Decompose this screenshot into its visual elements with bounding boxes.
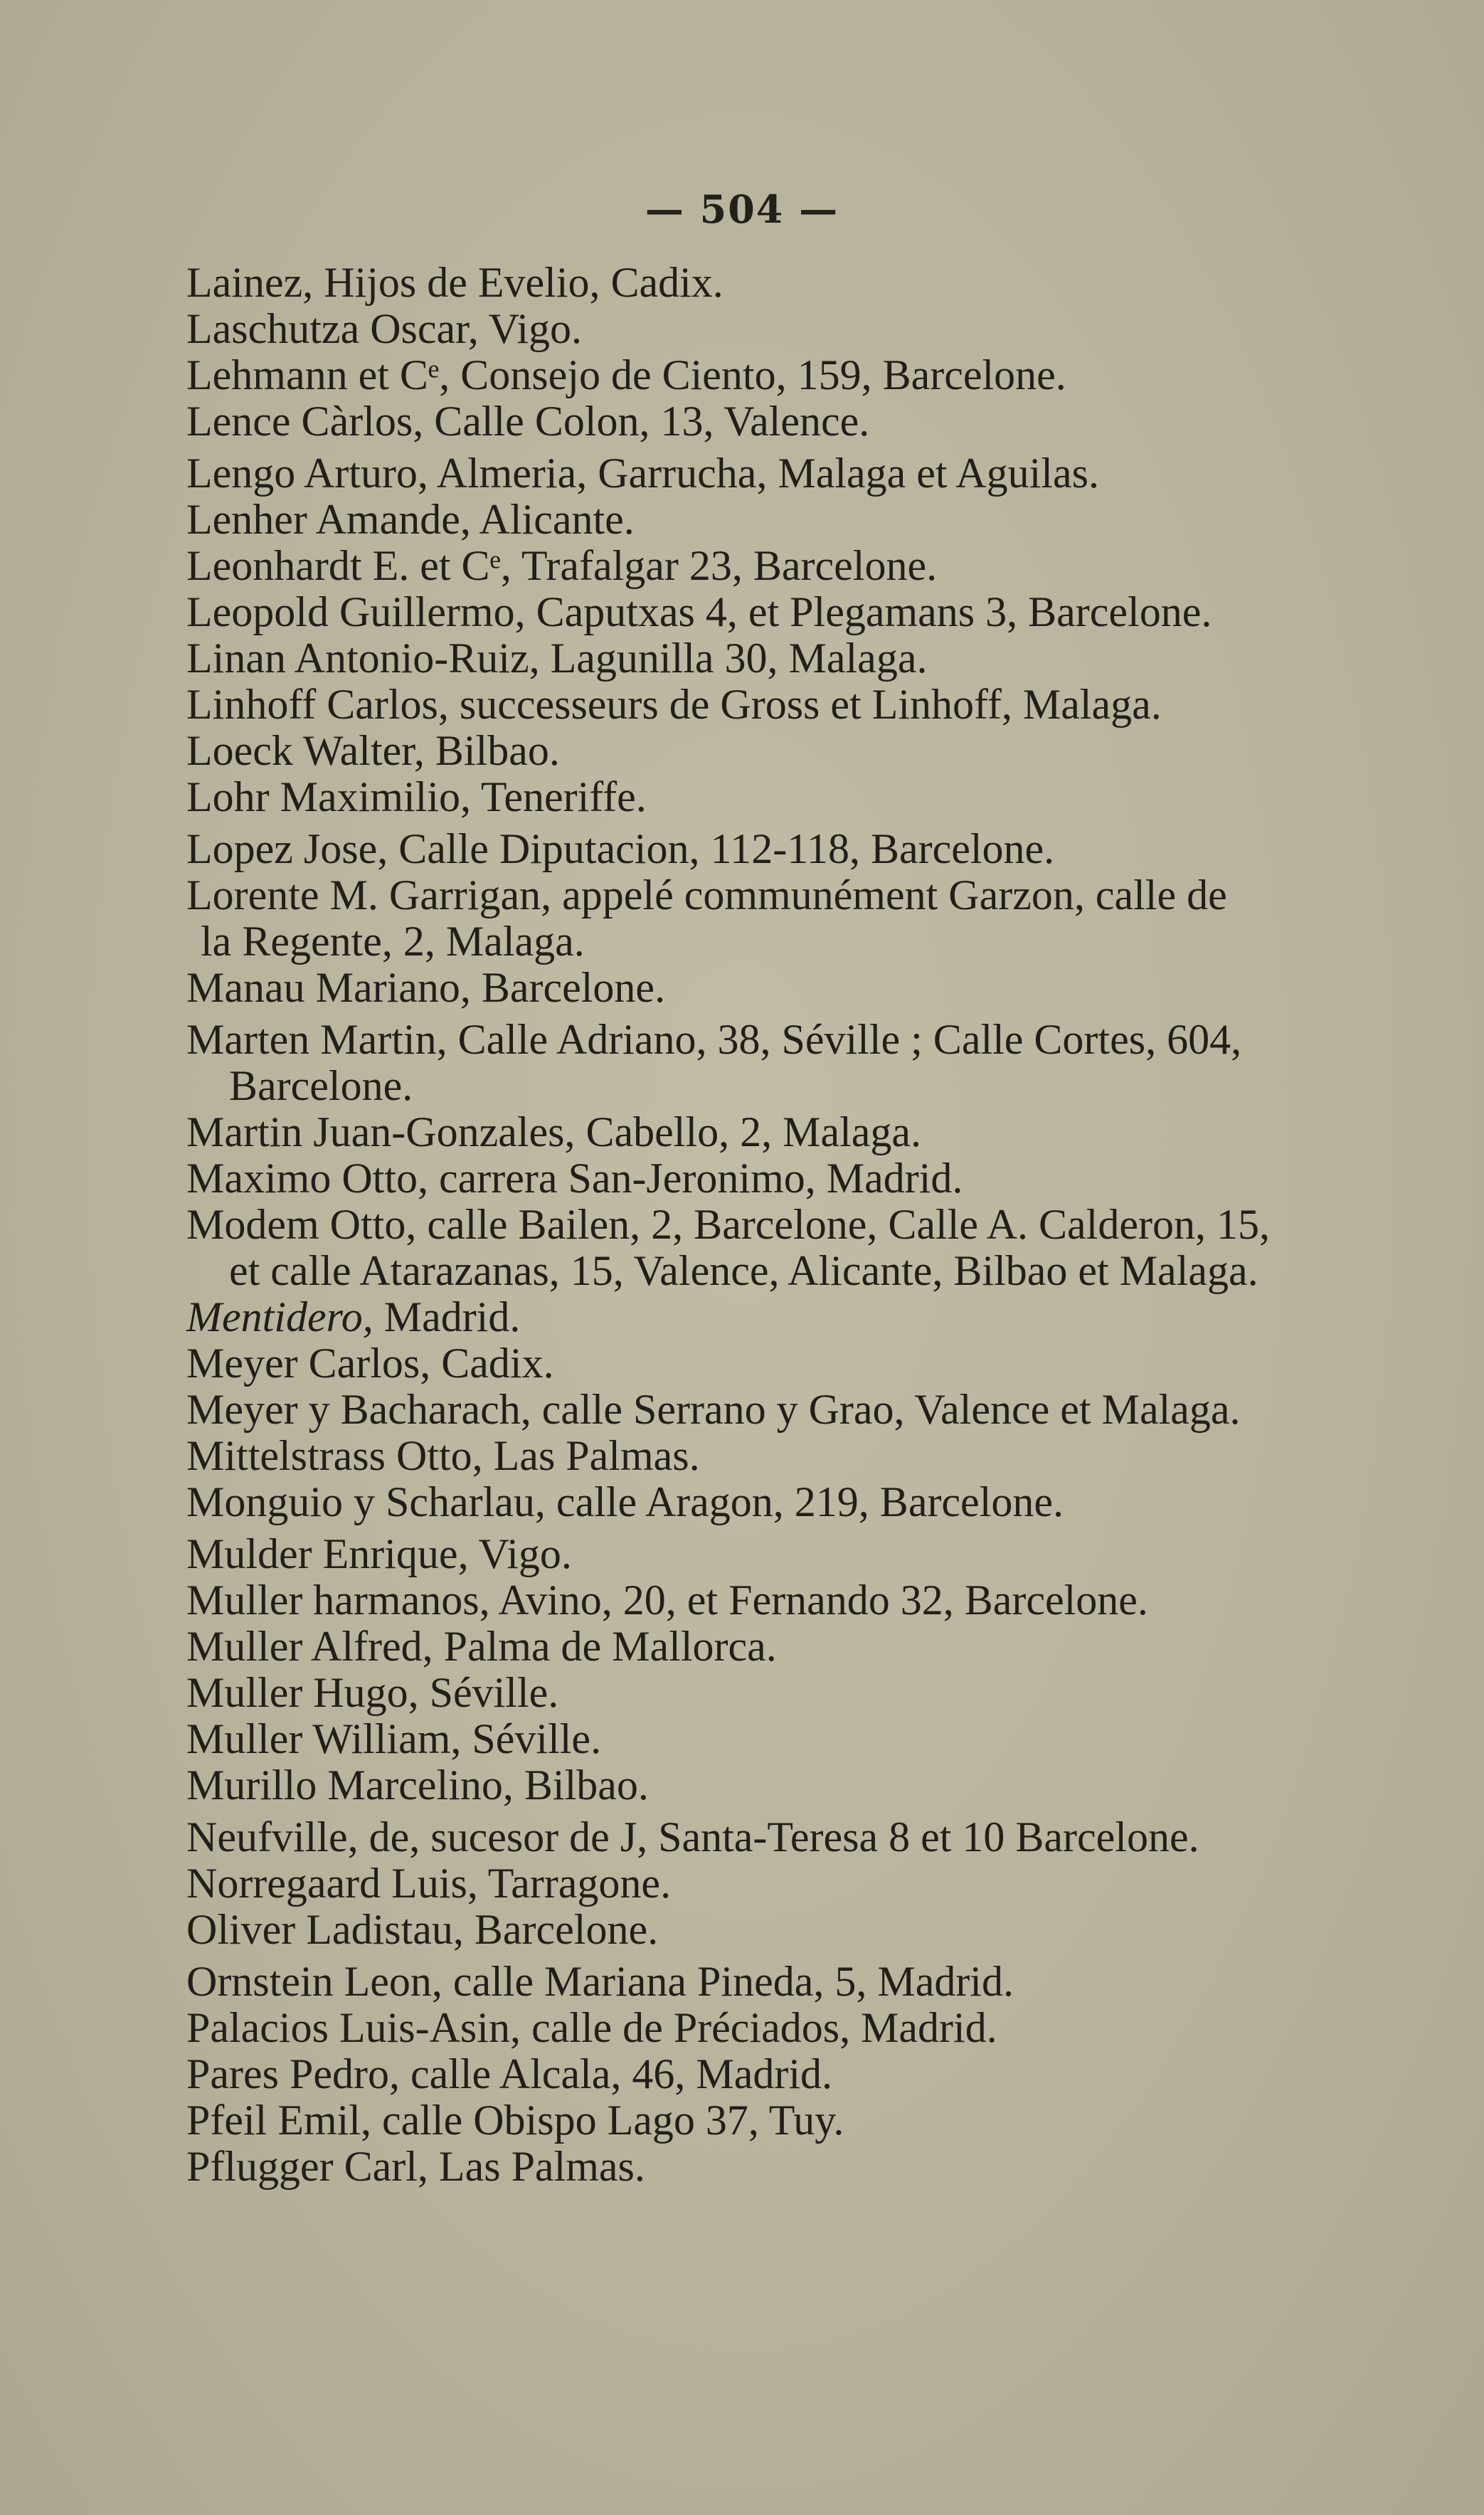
- entry-text: Laschutza Oscar, Vigo.: [186, 305, 583, 352]
- entry-text: Meyer Carlos, Cadix.: [186, 1340, 554, 1387]
- entry-text: Leopold Guillermo, Caputxas 4, et Plegamans 3, Barcelone.: [186, 588, 1212, 635]
- list-item: [186, 774, 1353, 820]
- entry-text: Lenher Amande, Alicante.: [186, 496, 635, 543]
- entry-text: Pflugger Carl, Las Palmas.: [186, 2143, 645, 2190]
- entry-text: Palacios Luis-Asin, calle de Préciados, Madrid.: [186, 2004, 997, 2051]
- entry-text: Pares Pedro, calle Alcala, 46, Madrid.: [186, 2050, 833, 2097]
- entry-continuation: et calle Atarazanas, 15, Valence, Alicante, Bilbao et Malaga.: [229, 1247, 1258, 1294]
- list-item: [186, 1017, 1353, 1109]
- list-item: [186, 1433, 1353, 1479]
- list-item: [186, 2097, 1353, 2144]
- entry-text: Loeck Walter, Bilbao.: [186, 727, 560, 774]
- list-item: [186, 1907, 1353, 1953]
- entry-text: Lorente M. Garrigan, appelé communément Garzon, calle de: [186, 872, 1227, 918]
- list-item: [186, 1202, 1353, 1294]
- entry-text: Linan Antonio-Ruiz, Lagunilla 30, Malaga.: [186, 635, 928, 682]
- list-item: [186, 1716, 1353, 1762]
- list-item: [186, 1762, 1353, 1809]
- list-item: [186, 682, 1353, 728]
- entry-text: Muller Alfred, Palma de Mallorca.: [186, 1623, 777, 1670]
- entry-text: Leonhardt E. et Cᵉ, Trafalgar 23, Barcelone.: [186, 542, 938, 589]
- list-item: [186, 2051, 1353, 2097]
- list-item: [186, 635, 1353, 682]
- entry-text: Maximo Otto, carrera San-Jeronimo, Madrid.: [186, 1155, 963, 1202]
- entry-text: Modem Otto, calle Bailen, 2, Barcelone, Calle A. Calderon, 15,: [186, 1201, 1270, 1248]
- entry-text: Oliver Ladistau, Barcelone.: [186, 1906, 659, 1953]
- entry-text: Pfeil Emil, calle Obispo Lago 37, Tuy.: [186, 2097, 844, 2144]
- entry-text: Muller William, Séville.: [186, 1715, 602, 1762]
- entry-text: Linhoff Carlos, successeurs de Gross et Linhoff, Malaga.: [186, 681, 1162, 728]
- entry-text: Monguio y Scharlau, calle Aragon, 219, Barcelone.: [186, 1478, 1064, 1525]
- page-number: — 504 —: [645, 186, 839, 232]
- entry-continuation: la Regente, 2, Malaga.: [201, 918, 585, 965]
- list-item: [186, 872, 1353, 965]
- entry-text: Lopez Jose, Calle Diputacion, 112-118, Barcelone.: [186, 825, 1055, 872]
- entry-italic-title: Mentidero,: [186, 1293, 373, 1340]
- list-item: [186, 450, 1353, 497]
- entry-text: Madrid.: [373, 1293, 521, 1340]
- list-item: [186, 1479, 1353, 1525]
- list-item: [186, 1531, 1353, 1577]
- entry-text: Lohr Maximilio, Teneriffe.: [186, 773, 647, 820]
- entry-text: Mittelstrass Otto, Las Palmas.: [186, 1432, 700, 1479]
- entry-text: Marten Martin, Calle Adriano, 38, Séville ; Calle Cortes, 604,: [186, 1016, 1242, 1063]
- entry-text: Martin Juan-Gonzales, Cabello, 2, Malaga.: [186, 1108, 922, 1155]
- list-item: [186, 2005, 1353, 2051]
- list-item: [186, 826, 1353, 872]
- list-item: [186, 497, 1353, 543]
- directory-list: [186, 260, 1353, 2190]
- entry-text: Lence Càrlos, Calle Colon, 13, Valence.: [186, 398, 870, 445]
- list-item: [186, 1340, 1353, 1387]
- entry-text: Norregaard Luis, Tarragone.: [186, 1860, 672, 1907]
- entry-text: Manau Mariano, Barcelone.: [186, 964, 666, 1011]
- entry-text: Muller harmanos, Avino, 20, et Fernando 32, Barcelone.: [186, 1577, 1148, 1624]
- list-item: [186, 589, 1353, 635]
- entry-text: Mulder Enrique, Vigo.: [186, 1530, 572, 1577]
- list-item: [186, 965, 1353, 1011]
- list-item: [186, 1860, 1353, 1907]
- entry-text: Murillo Marcelino, Bilbao.: [186, 1762, 649, 1809]
- entry-text: Meyer y Bacharach, calle Serrano y Grao, Valence et Malaga.: [186, 1386, 1241, 1433]
- list-item: [186, 398, 1353, 445]
- list-item: [186, 1155, 1353, 1202]
- entry-text: Lainez, Hijos de Evelio, Cadix.: [186, 259, 724, 306]
- list-item: [186, 728, 1353, 774]
- entry-text: Lengo Arturo, Almeria, Garrucha, Malaga et Aguilas.: [186, 450, 1099, 497]
- list-item: [186, 1577, 1353, 1624]
- list-item: [186, 1387, 1353, 1433]
- entry-text: Neufville, de, sucesor de J, Santa-Teresa 8 et 10 Barcelone.: [186, 1814, 1199, 1860]
- list-item: [186, 306, 1353, 352]
- list-item: [186, 260, 1353, 306]
- entry-text: Lehmann et Cᵉ, Consejo de Ciento, 159, Barcelone.: [186, 351, 1066, 398]
- entry-text: Ornstein Leon, calle Mariana Pineda, 5, Madrid.: [186, 1958, 1014, 2005]
- list-item: [186, 1294, 1353, 1340]
- list-item: [186, 2144, 1353, 2190]
- list-item: [186, 1624, 1353, 1670]
- entry-text: Muller Hugo, Séville.: [186, 1669, 559, 1716]
- entry-continuation: Barcelone.: [229, 1062, 413, 1109]
- list-item: [186, 1959, 1353, 2005]
- list-item: [186, 352, 1353, 398]
- list-item: [186, 1109, 1353, 1155]
- list-item: [186, 543, 1353, 589]
- list-item: [186, 1670, 1353, 1716]
- list-item: [186, 1814, 1353, 1860]
